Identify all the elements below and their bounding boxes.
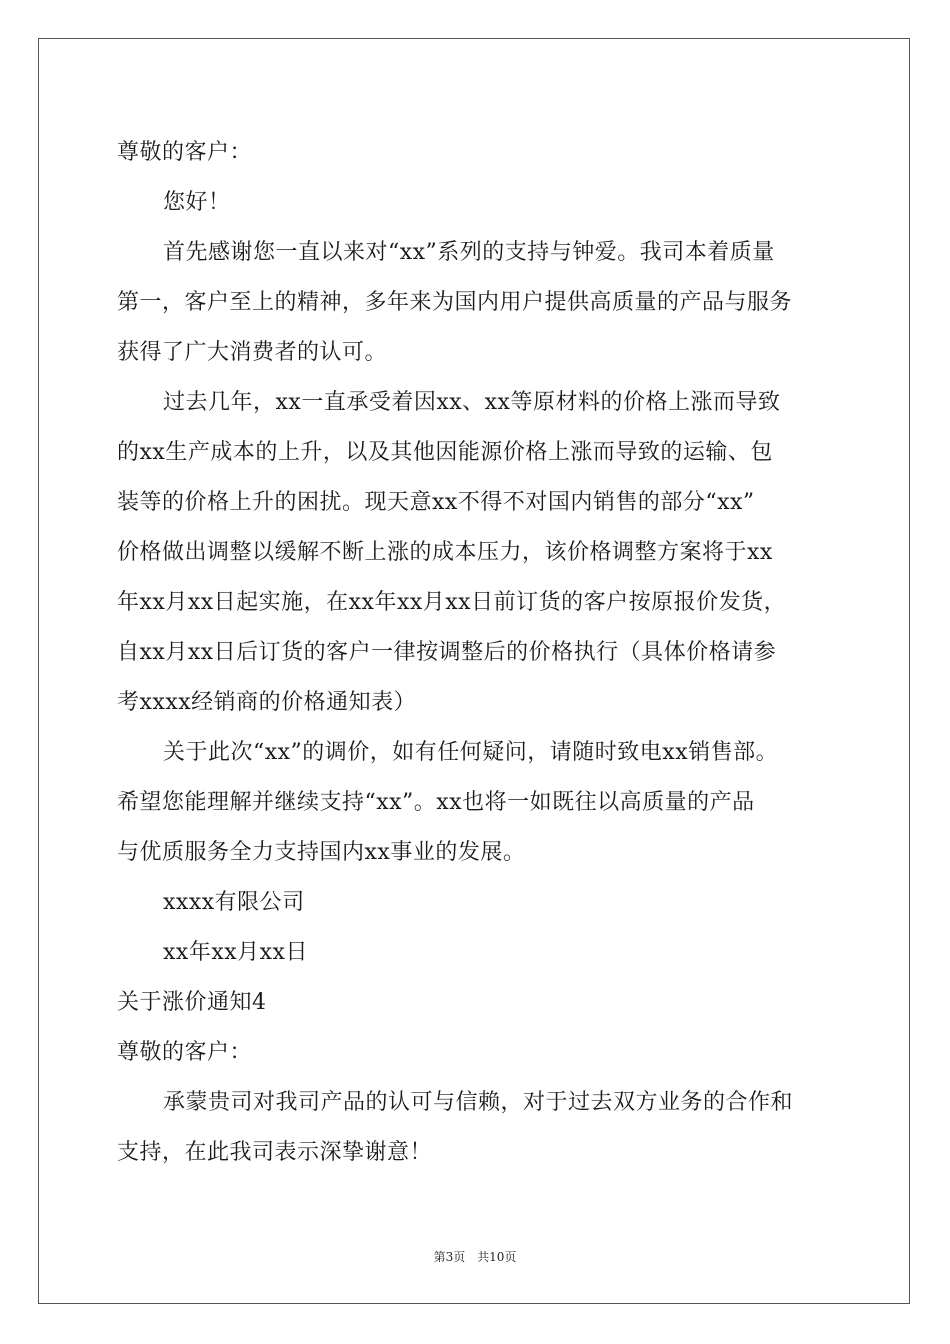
paragraph-2-line-1: 过去几年，xx一直承受着因xx、xx等原材料的价格上涨而导致	[163, 390, 781, 415]
paragraph-1-line-2: 第一，客户至上的精神，多年来为国内用户提供高质量的产品与服务	[117, 290, 793, 315]
paragraph-2-line-5: 年xx月xx日起实施，在xx年xx月xx日前订货的客户按原报价发货，	[117, 590, 787, 615]
salutation: 尊敬的客户：	[117, 140, 253, 165]
signature-date: xx年xx月xx日	[163, 940, 308, 965]
page-footer	[0, 1248, 950, 1265]
paragraph-3-line-2: 希望您能理解并继续支持“xx”。xx也将一如既往以高质量的产品	[117, 790, 755, 815]
salutation-2: 尊敬的客户：	[117, 1040, 253, 1065]
paragraph-2-line-6: 自xx月xx日后订货的客户一律按调整后的价格执行（具体价格请参	[117, 640, 777, 665]
document-body	[117, 128, 835, 1178]
paragraph-3-line-1: 关于此次“xx”的调价，如有任何疑问，请随时致电xx销售部。	[163, 740, 779, 765]
paragraph-2-line-7: 考xxxx经销商的价格通知表）	[117, 690, 417, 715]
page-number: 第3页	[433, 1250, 466, 1264]
paragraph-1-line-3: 获得了广大消费者的认可。	[117, 340, 388, 365]
paragraph-3-line-3: 与优质服务全力支持国内xx事业的发展。	[117, 840, 526, 865]
page-total: 共10页	[477, 1250, 517, 1264]
signature-company: xxxx有限公司	[163, 890, 305, 915]
paragraph-1-line-1: 首先感谢您一直以来对“xx”系列的支持与钟爱。我司本着质量	[163, 240, 775, 265]
greeting: 您好！	[163, 190, 231, 215]
paragraph-2-line-3: 装等的价格上升的困扰。现天意xx不得不对国内销售的部分“xx”	[117, 490, 755, 515]
paragraph-2-line-2: 的xx生产成本的上升，以及其他因能源价格上涨而导致的运输、包	[117, 440, 773, 465]
paragraph-2-line-4: 价格做出调整以缓解不断上涨的成本压力，该价格调整方案将于xx	[117, 540, 773, 565]
paragraph-4-line-1: 承蒙贵司对我司产品的认可与信赖，对于过去双方业务的合作和	[163, 1090, 794, 1115]
section-title: 关于涨价通知4	[117, 990, 267, 1015]
paragraph-4-line-2: 支持，在此我司表示深挚谢意！	[117, 1140, 433, 1165]
